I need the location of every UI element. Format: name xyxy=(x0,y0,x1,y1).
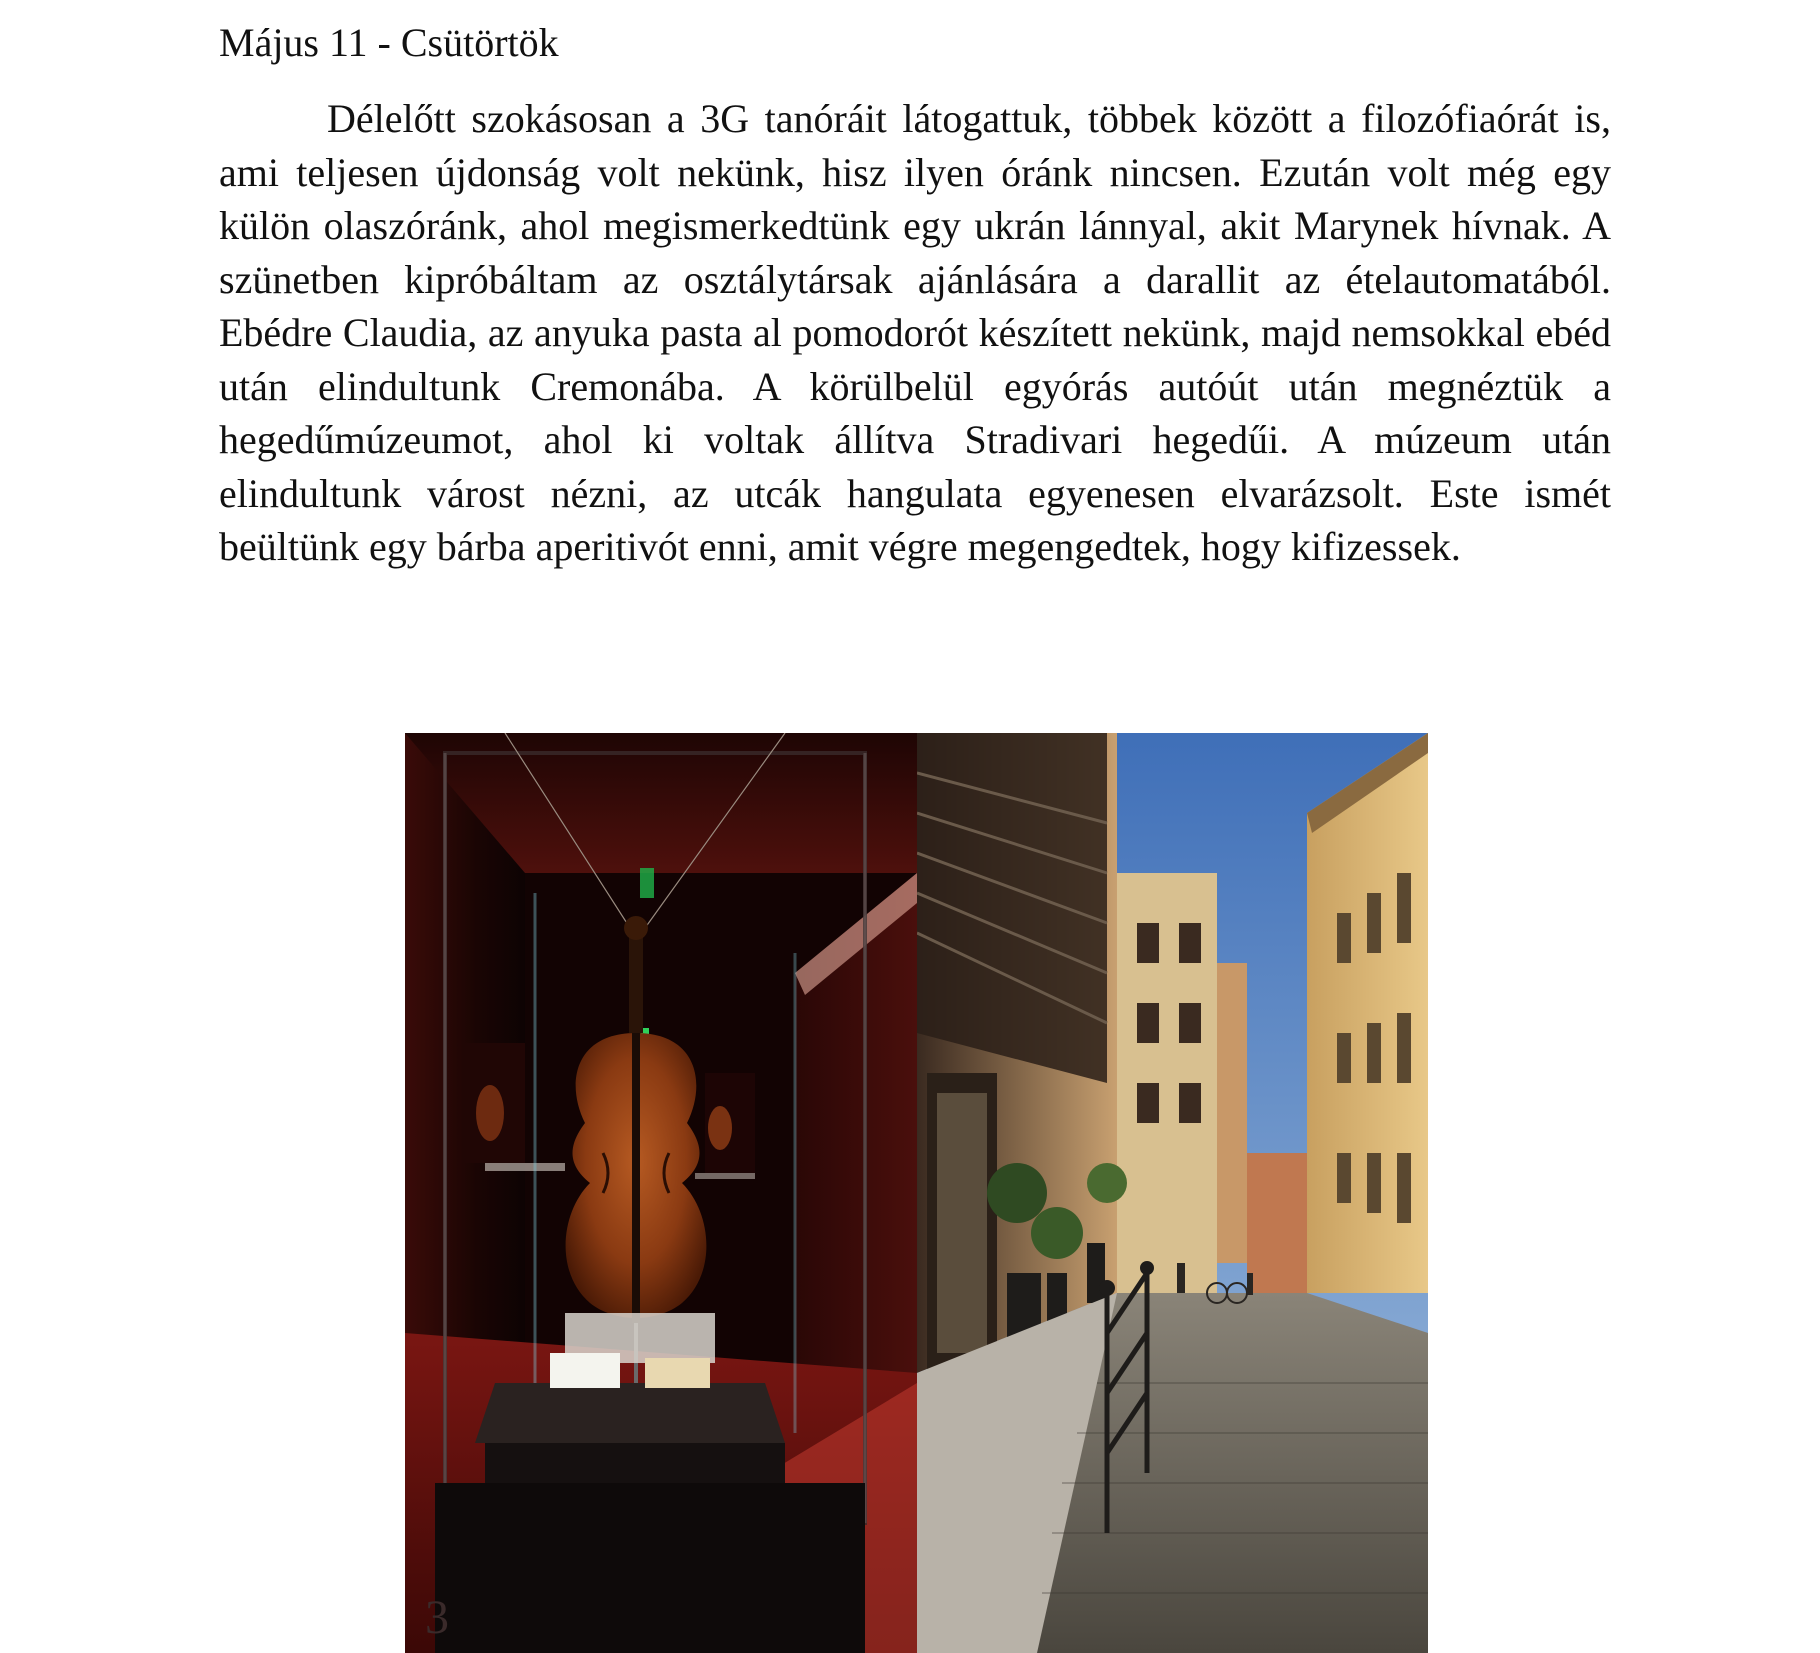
photo-collage xyxy=(405,733,1428,1653)
page-title: Május 11 - Csütörtök xyxy=(219,20,559,65)
violin-museum-photo xyxy=(405,733,917,1653)
cremona-street-photo xyxy=(917,733,1428,1653)
body-paragraph: Délelőtt szokásosan a 3G tanóráit látogattuk, többek között a filozófiaórát is, ami teljesen újdonság volt nekünk, hisz ilyen óránk nincsen. Ezután volt még egy külön olaszóránk, ahol megismerkedtünk egy ukrán lánnyal, akit Marynek hívnak. A szünetben kipróbáltam az osztálytársak ajánlására a darallit az ételautomatából. Ebédre Claudia, az anyuka pasta al pomodorót készített nekünk, majd nemsokkal ebéd után elindultunk Cremonába. A körülbelül egyórás autóút után megnéztük a hegedűmúzeumot, ahol ki voltak állítva Stradivari hegedűi. A múzeum után elindultunk várost nézni, az utcák hangulata egyenesen elvarázsolt. Este ismét beültünk egy bárba aperitivót enni, amit végre megengedtek, hogy kifizessek. xyxy=(219,96,1611,569)
watermark-text: 3 xyxy=(425,1591,449,1644)
